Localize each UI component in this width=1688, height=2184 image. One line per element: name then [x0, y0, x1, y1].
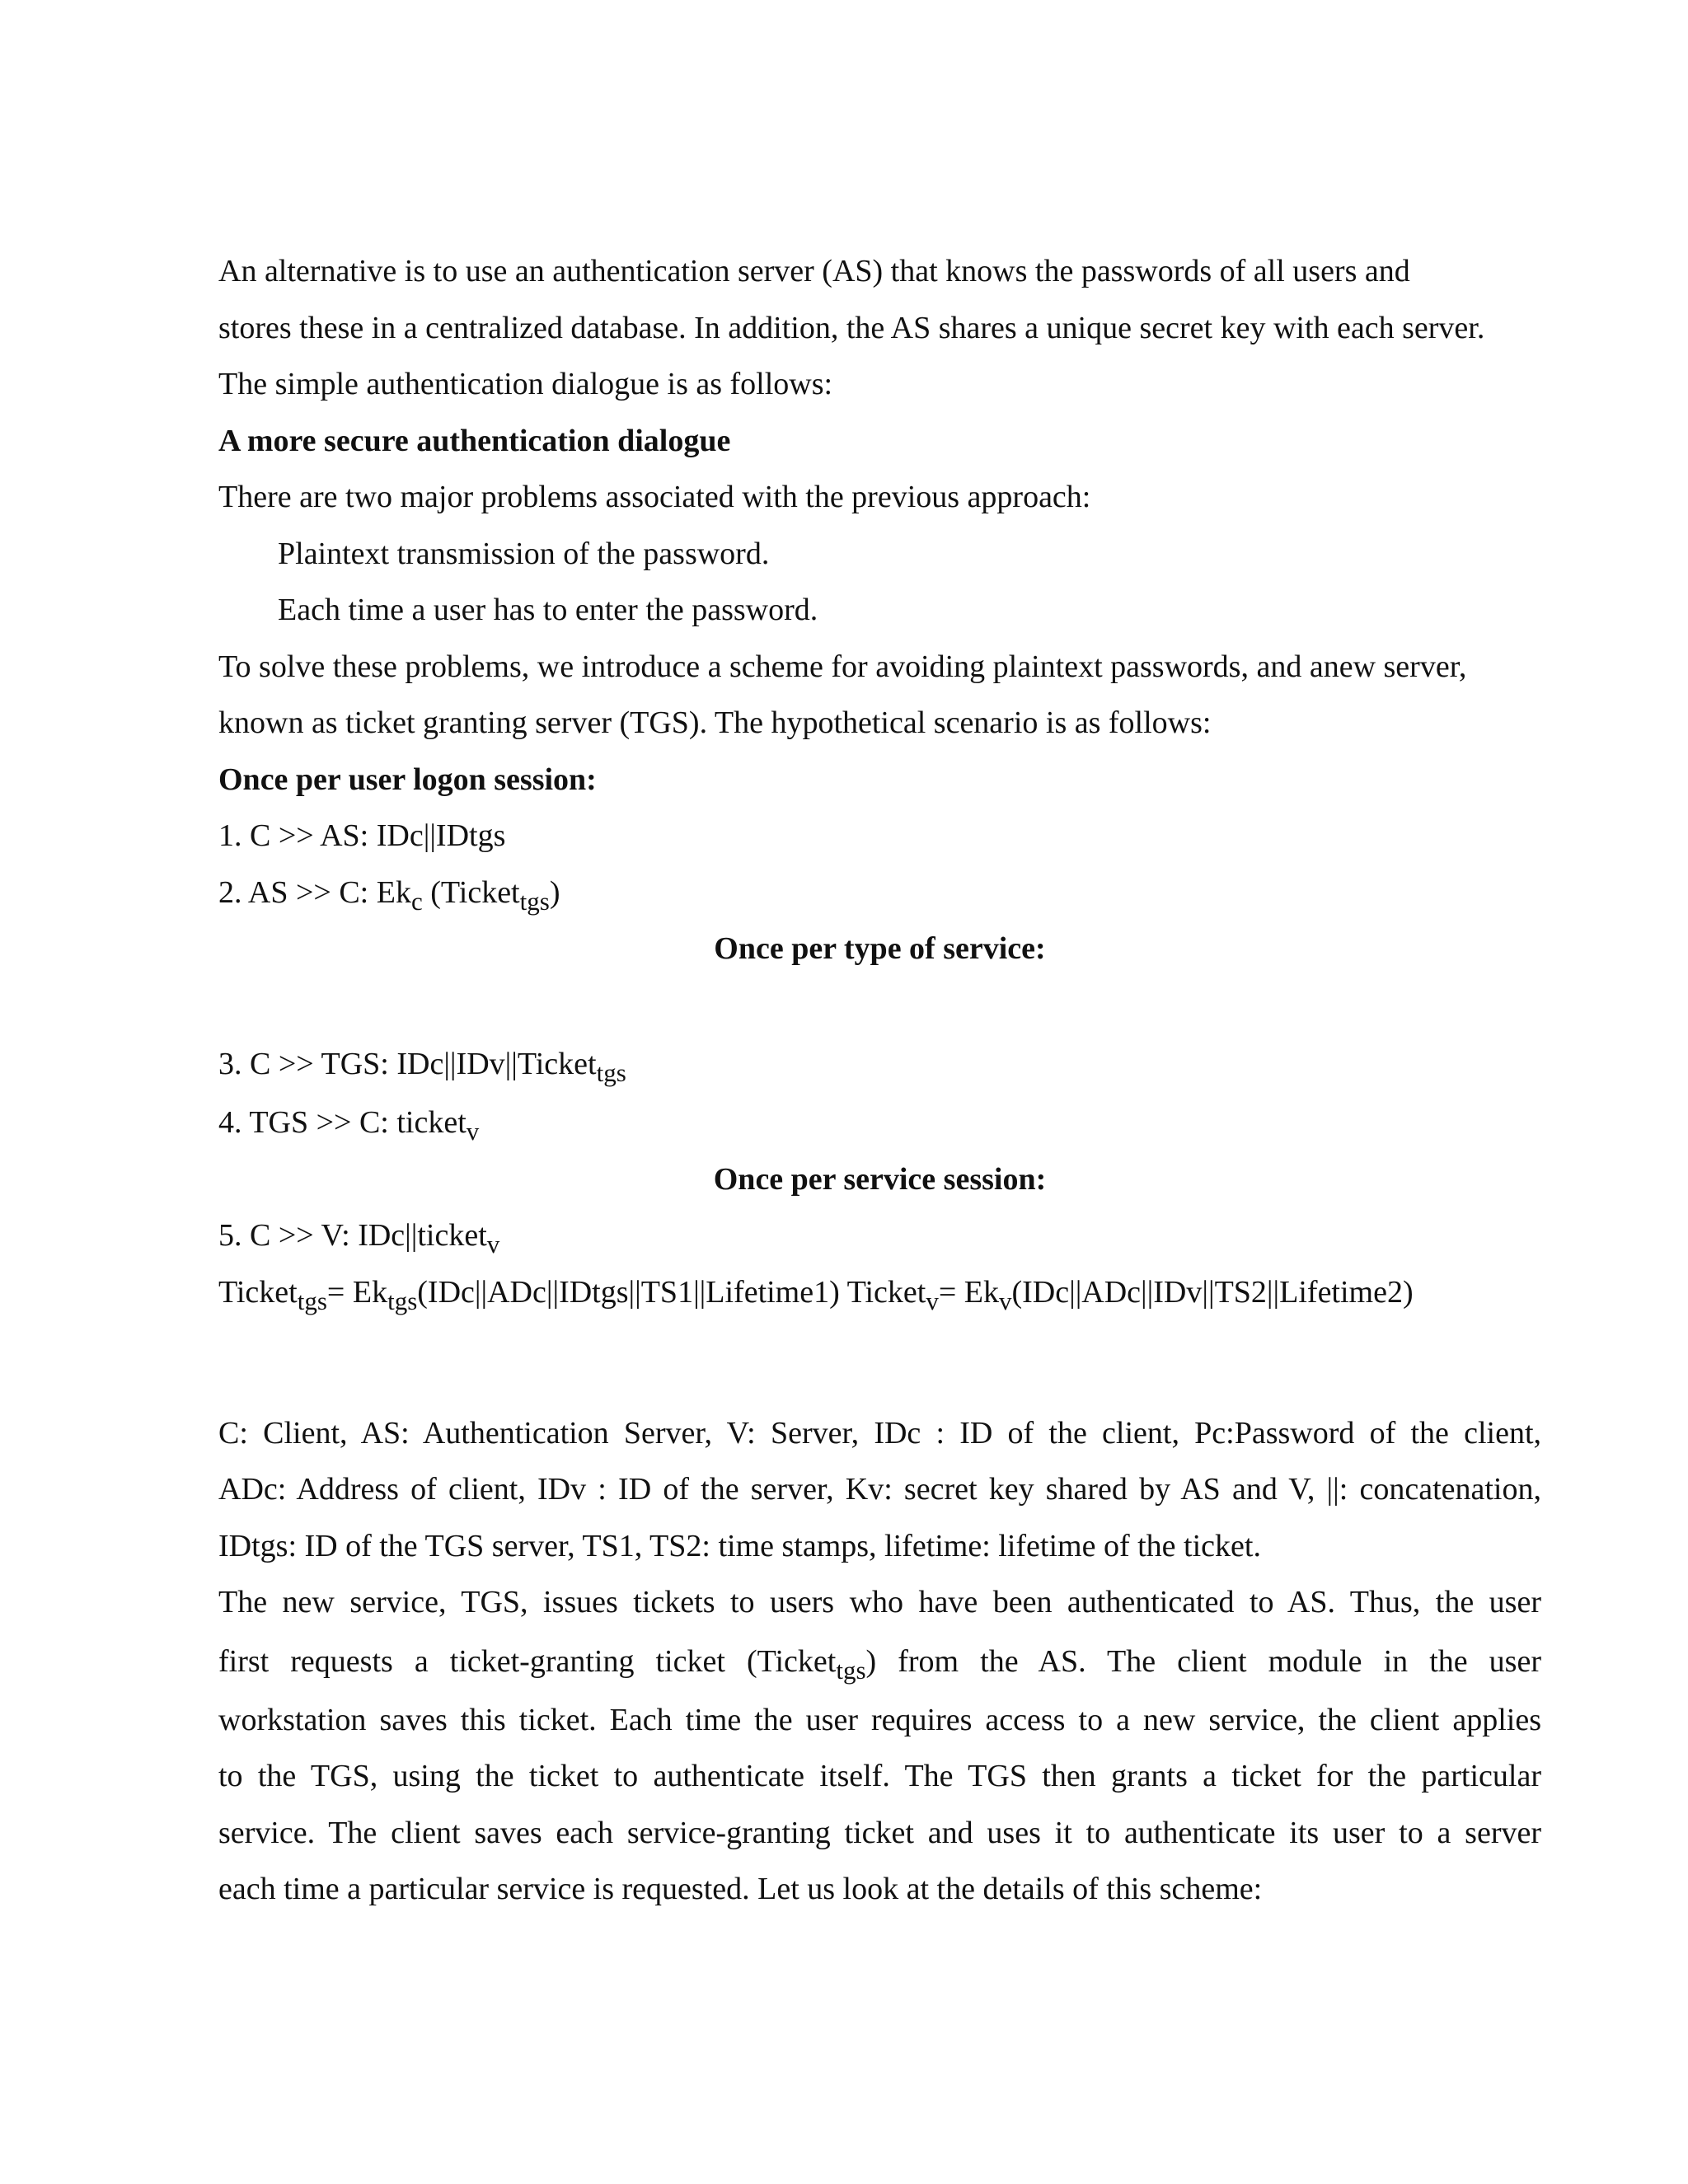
- ticket-def-text-4: = Ek: [938, 1274, 999, 1310]
- step-2-text-mid: (Ticket: [422, 874, 520, 910]
- ticket-def-sub-3: v: [926, 1286, 939, 1315]
- step-4-subscript-v: v: [466, 1117, 480, 1146]
- step-4-text: 4. TGS >> C: ticket: [218, 1105, 467, 1140]
- ticket-def-sub-4: v: [998, 1286, 1012, 1315]
- explanation-line-3: workstation saves this ticket. Each time the user requires access to a new service, the client applies: [218, 1702, 1541, 1737]
- ticket-definitions: [218, 1264, 1541, 1321]
- step-2-subscript-c: c: [410, 886, 423, 916]
- ticket-def-text-2: = Ek: [326, 1274, 388, 1310]
- explanation-line-2-subscript: tgs: [836, 1655, 866, 1685]
- explanation-line-5: service. The client saves each service-granting ticket and uses it to authenticate its user to a server: [218, 1815, 1541, 1850]
- step-4: [218, 1094, 1541, 1151]
- logon-session-heading: Once per user logon session:: [218, 762, 597, 797]
- spacer: [218, 1377, 1541, 1405]
- step-5: [218, 1207, 1541, 1264]
- intro-line-1: An alternative is to use an authentication server (AS) that knows the passwords of all users and: [218, 254, 1410, 288]
- service-type-heading: Once per type of service:: [714, 931, 1046, 966]
- ticket-def-text-1: Ticket: [218, 1274, 298, 1310]
- ticket-def-sub-1: tgs: [297, 1286, 327, 1315]
- document-page: [218, 243, 1541, 1918]
- step-2-text: 2. AS >> C: Ek: [218, 874, 411, 910]
- explanation-line-4: to the TGS, using the ticket to authenticate itself. The TGS then grants a ticket for the particular: [218, 1759, 1541, 1793]
- spacer: [218, 1320, 1541, 1377]
- step-5-text: 5. C >> V: IDc||ticket: [218, 1218, 487, 1253]
- explanation-line-6: each time a particular service is requested. Let us look at the details of this scheme:: [218, 1872, 1263, 1906]
- intro-line-3: The simple authentication dialogue is as follows:: [218, 367, 833, 401]
- intro-line-2: stores these in a centralized database. In addition, the AS shares a unique secret key with each server.: [218, 310, 1485, 345]
- legend-line-3: IDtgs: ID of the TGS server, TS1, TS2: time stamps, lifetime: lifetime of the ticket.: [218, 1528, 1261, 1563]
- step-2-text-end: ): [549, 874, 560, 910]
- step-3-text: 3. C >> TGS: IDc||IDv||Ticket: [218, 1047, 597, 1081]
- step-3: [218, 1033, 1541, 1094]
- explanation-line-1: The new service, TGS, issues tickets to users who have been authenticated to AS. Thus, the user: [218, 1585, 1541, 1619]
- step-3-subscript-tgs: tgs: [596, 1058, 626, 1087]
- problem-item-2: Each time a user has to enter the password.: [278, 593, 818, 627]
- solution-line-2: known as ticket granting server (TGS). The hypothetical scenario is as follows:: [218, 705, 1212, 740]
- explanation-line-2: [218, 1631, 1541, 1692]
- problems-lead: There are two major problems associated with the previous approach:: [218, 480, 1091, 514]
- step-5-subscript-v: v: [486, 1230, 500, 1258]
- ticket-def-sub-2: tgs: [387, 1286, 418, 1315]
- step-2: [218, 865, 1541, 921]
- explanation-line-2-text-end: ) from the AS. The client module in the user: [865, 1643, 1541, 1679]
- legend-line-1: C: Client, AS: Authentication Server, V: Server, IDc : ID of the client, Pc:Password of the client,: [218, 1415, 1541, 1451]
- explanation-line-2-text: first requests a ticket-granting ticket (Ticket: [218, 1643, 837, 1679]
- step-1: 1. C >> AS: IDc||IDtgs: [218, 818, 506, 853]
- legend-line-2: ADc: Address of client, IDv : ID of the server, Kv: secret key shared by AS and V, ||: concatenation,: [218, 1472, 1541, 1507]
- section-heading: A more secure authentication dialogue: [218, 423, 731, 458]
- solution-line-1: To solve these problems, we introduce a scheme for avoiding plaintext passwords, and anew server,: [218, 649, 1467, 684]
- ticket-def-text-5: (IDc||ADc||IDv||TS2||Lifetime2): [1011, 1274, 1414, 1310]
- spacer: [218, 977, 1541, 1034]
- service-session-heading: Once per service session:: [713, 1161, 1047, 1197]
- problem-item-1: Plaintext transmission of the password.: [278, 536, 770, 571]
- ticket-def-text-3: (IDc||ADc||IDtgs||TS1||Lifetime1) Ticket: [417, 1274, 926, 1310]
- step-2-subscript-tgs: tgs: [519, 886, 550, 916]
